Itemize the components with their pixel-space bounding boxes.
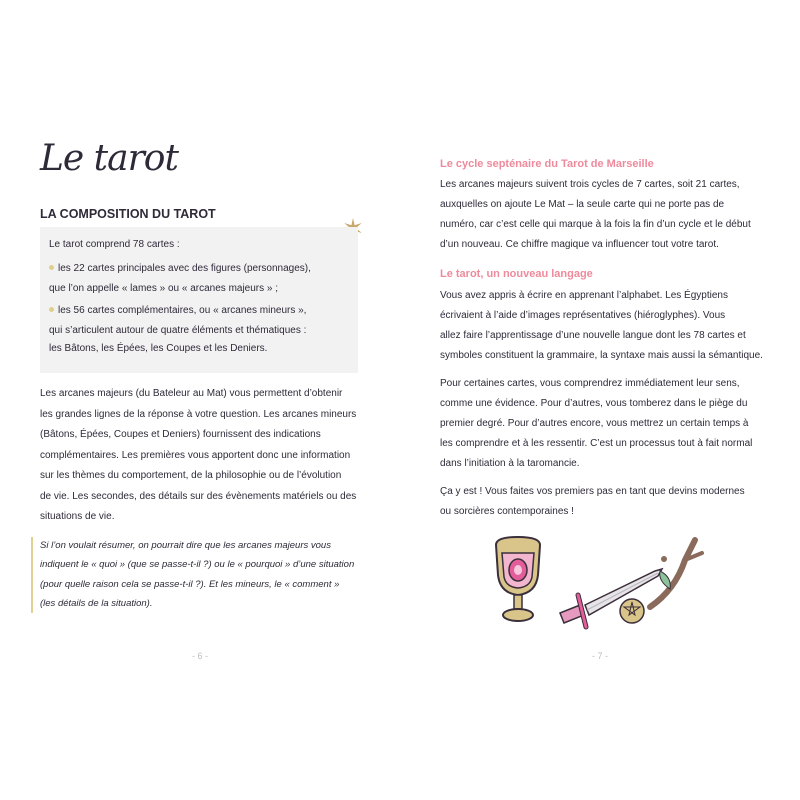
body-line: symboles constituent la grammaire, la syntaxe mais aussi la sémantique.	[440, 350, 763, 361]
box-line: les Bâtons, les Épées, les Coupes et les Deniers.	[49, 343, 268, 354]
chalice-icon	[496, 537, 540, 621]
body-line: (Bâtons, Épées, Coupes et Deniers) fournissent des indications	[40, 429, 321, 440]
box-line: qui s’articulent autour de quatre éléments et thématiques :	[49, 325, 307, 336]
chapter-title: Le tarot	[40, 138, 178, 179]
subheading-cycle: Le cycle septénaire du Tarot de Marseille	[440, 158, 654, 170]
body-line: allez faire l’apprentissage d’une nouvelle langue dont les 78 cartes et	[440, 330, 746, 341]
body-line: les grandes lignes de la réponse à votre question. Les arcanes mineurs	[40, 409, 357, 420]
body-line: ou sorcières contemporaines !	[440, 506, 574, 517]
quote-line: indiquent le « quoi » (que se passe-t-il ?) ou le « pourquoi » d’une situation	[40, 559, 355, 570]
quote-line: (pour quelle raison cela se passe-t-il ?). Et les mineurs, le « comment »	[40, 579, 340, 590]
bullet-icon	[49, 307, 54, 312]
body-line: les comprendre et à les ressentir. C’est un processus tout à fait normal	[440, 438, 753, 449]
quote-line: (les détails de la situation).	[40, 598, 153, 609]
body-line: situations de vie.	[40, 511, 115, 522]
composition-box	[40, 227, 358, 373]
section-heading: LA COMPOSITION DU TAROT	[40, 207, 216, 221]
body-line: Les arcanes majeurs suivent trois cycles de 7 cartes, soit 21 cartes,	[440, 179, 740, 190]
bullet-icon	[49, 265, 54, 270]
body-line: écrivaient à l’aide d’images représentatives (hiéroglyphes). Vous	[440, 310, 726, 321]
right-page	[400, 0, 800, 800]
body-line: comme une évidence. Pour d’autres, vous tomberez dans le piège du	[440, 398, 748, 409]
dagger-icon	[560, 569, 662, 627]
quote-line: Si l’on voulait résumer, on pourrait dire que les arcanes majeurs vous	[40, 540, 331, 551]
body-line: d’un nouveau. Ce chiffre magique va influencer tout votre tarot.	[440, 239, 719, 250]
tarot-suits-illustration	[490, 535, 720, 635]
quote-bar	[31, 537, 33, 613]
body-line: numéro, car c’est celle qui marque à la fois la fin d’un cycle et le début	[440, 219, 751, 230]
page-number: - 6 -	[191, 651, 208, 661]
body-line: complémentaires. Les premières vous apportent donc une information	[40, 450, 351, 461]
body-line: de vie. Les secondes, des détails sur des évènements matériels ou des	[40, 491, 357, 502]
box-bullet-line: les 22 cartes principales avec des figures (personnages),	[49, 259, 311, 279]
box-bullet-line: les 56 cartes complémentaires, ou « arcanes mineurs »,	[49, 301, 306, 321]
body-line: Pour certaines cartes, vous comprendrez immédiatement leur sens,	[440, 378, 740, 389]
box-intro: Le tarot comprend 78 cartes :	[49, 239, 180, 250]
subheading-language: Le tarot, un nouveau langage	[440, 268, 593, 280]
body-line: dans l’initiation à la taromancie.	[440, 458, 580, 469]
body-line: sur les thèmes du comportement, de la philosophie ou de l’évolution	[40, 470, 342, 481]
body-line: Les arcanes majeurs (du Bateleur au Mat) vous permettent d’obtenir	[40, 388, 343, 399]
body-line: auxquelles on ajoute Le Mat – la seule carte qui ne porte pas de	[440, 199, 725, 210]
body-line: Ça y est ! Vous faites vos premiers pas en tant que devins modernes	[440, 486, 745, 497]
pentacle-icon	[620, 599, 644, 623]
box-line: que l’on appelle « lames » ou « arcanes majeurs » ;	[49, 283, 279, 294]
body-line: premier degré. Pour d’autres encore, vous mettrez un certain temps à	[440, 418, 749, 429]
page-number: - 7 -	[591, 651, 608, 661]
body-line: Vous avez appris à écrire en apprenant l’alphabet. Les Égyptiens	[440, 290, 728, 301]
